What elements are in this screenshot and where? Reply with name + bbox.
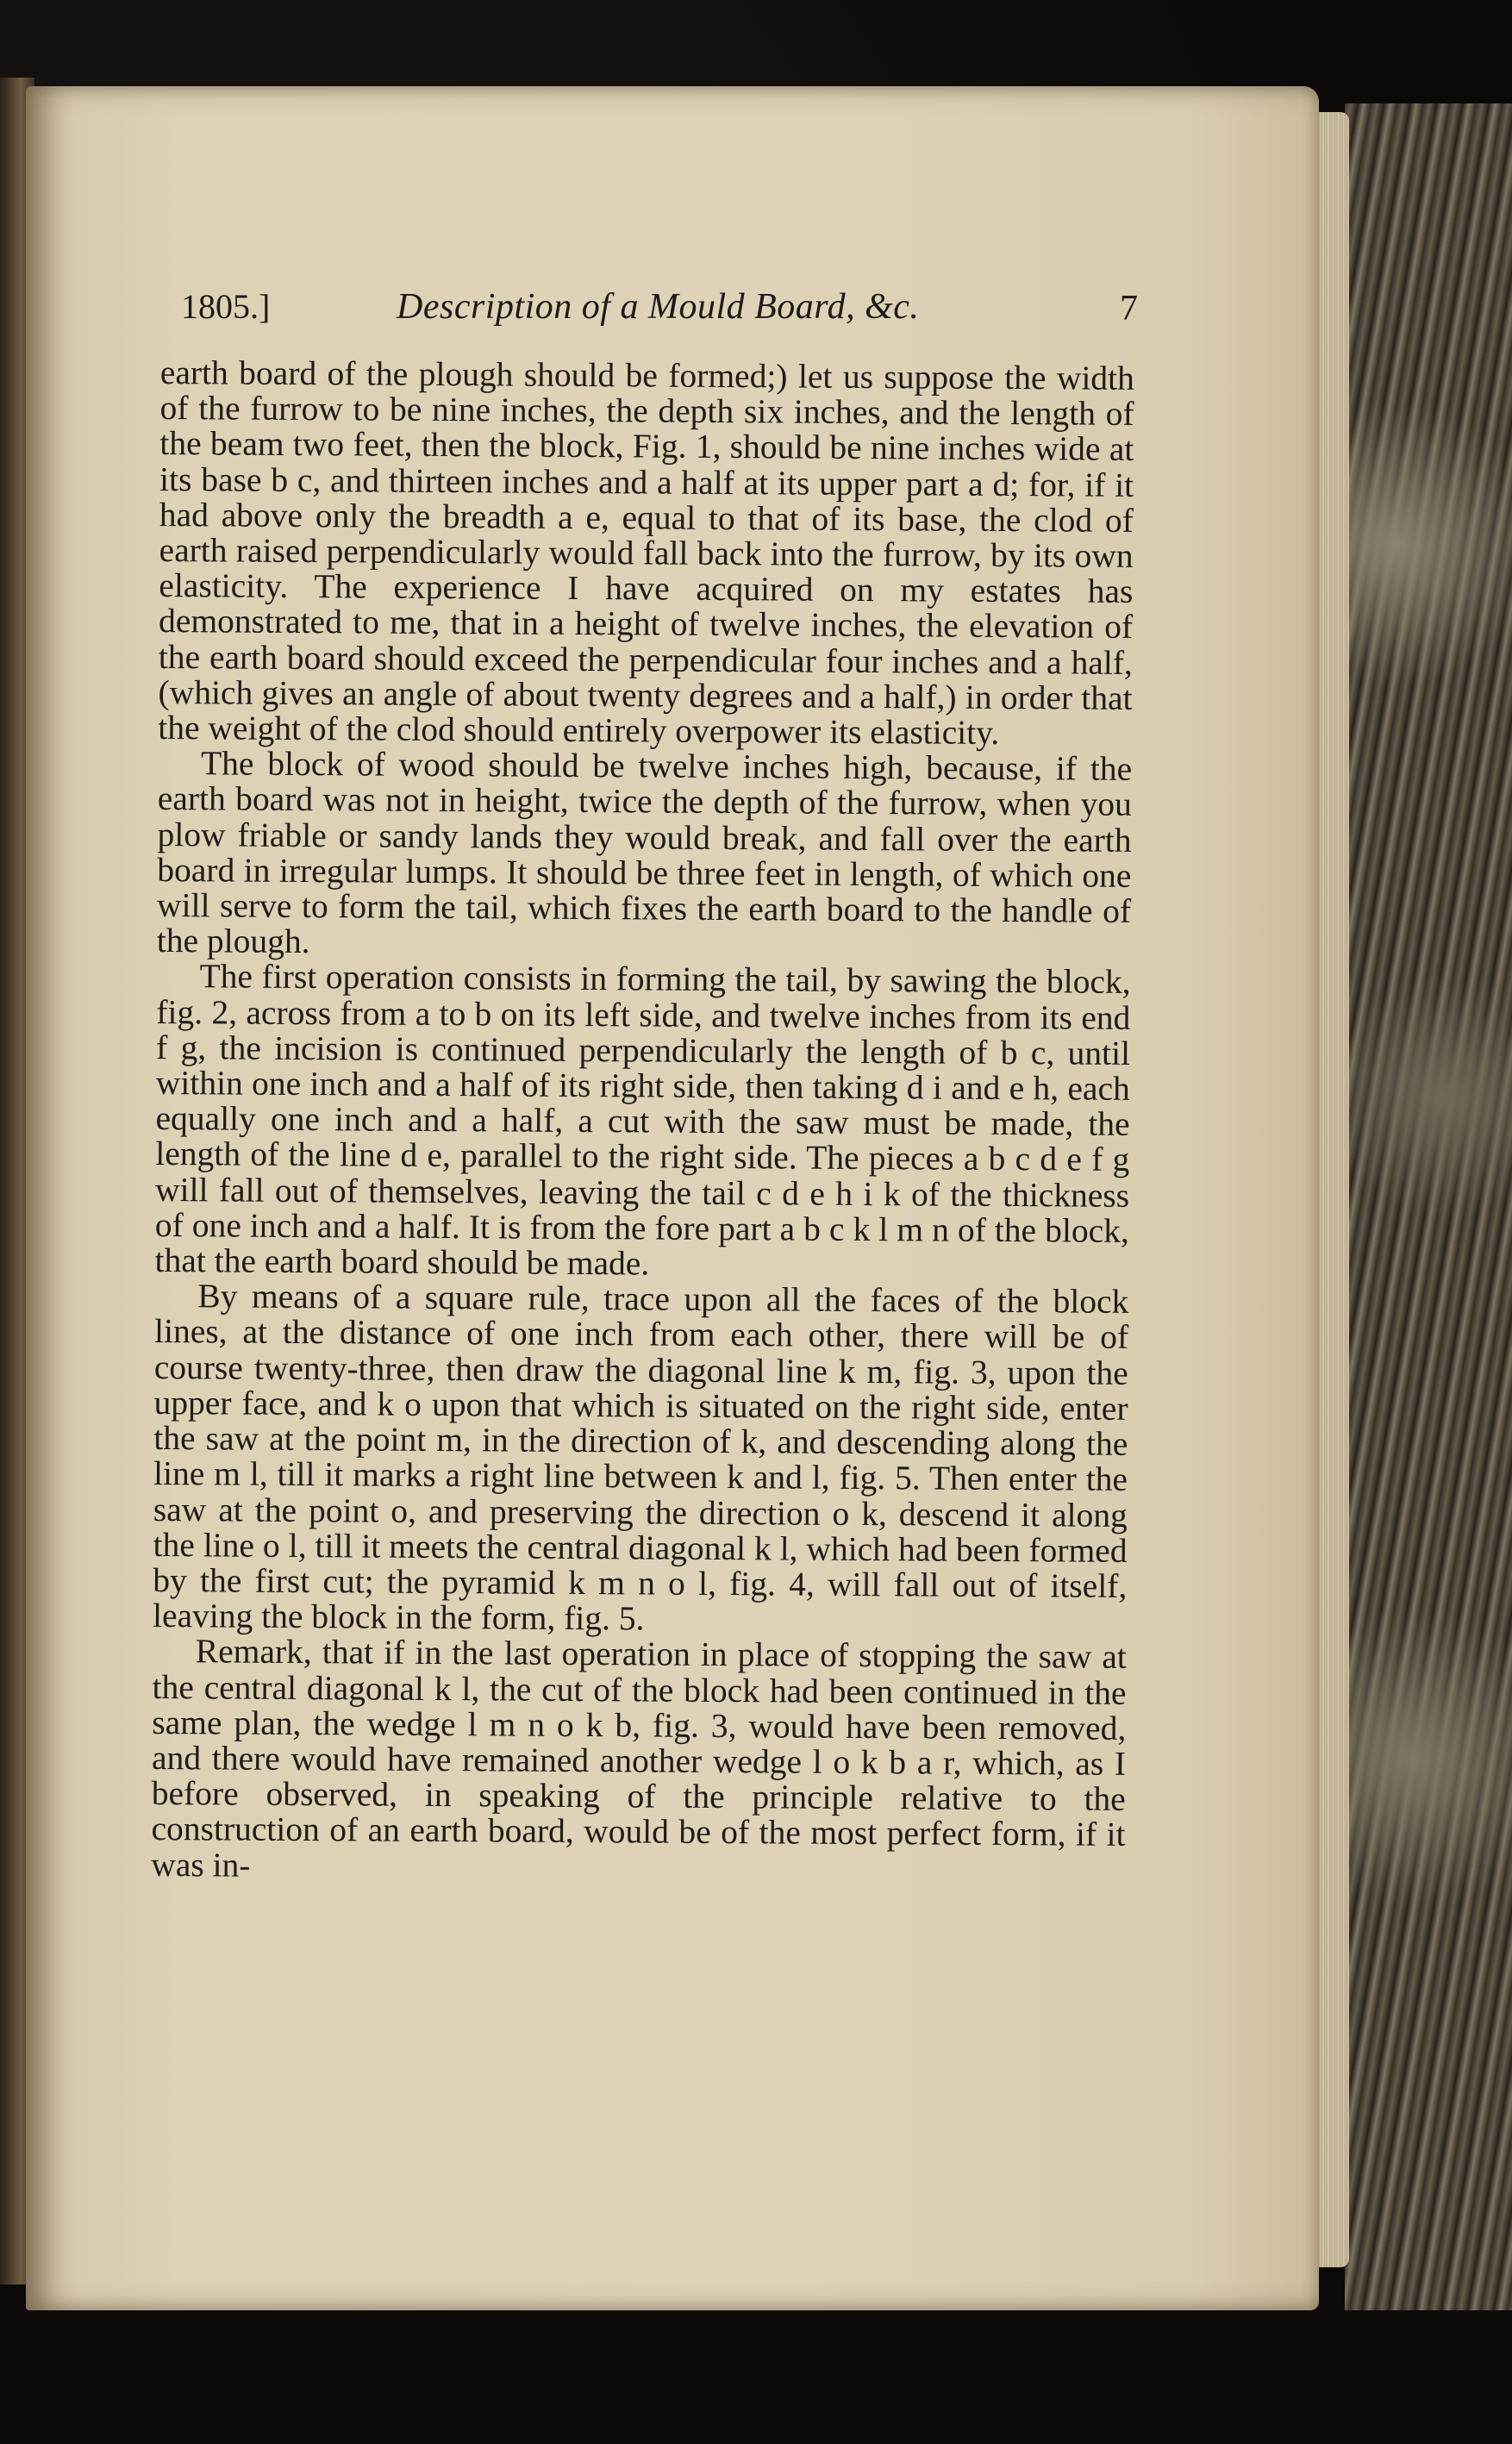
page-number: 7 — [1120, 289, 1138, 328]
paragraph-5: Remark, that if in the last operation in place of stopping the saw at the central diagonal k l, the cut of the block had been continued in the same plan, the wedge l m n o k b, fig. 3, would have been removed, and there would have remained another wedge l o k b a r, which, as I before observed, in speaking of the principle relative to the construction of an earth board, would be of the most perfect form, if it was in- — [151, 1632, 1127, 1885]
paragraph-3: The first operation consists in forming the tail, by sawing the block, fig. 2, across from a to b on its left side, and twelve inches from its end f g, the incision is continued perpendicularly the length of b c, until within one inch and a half of its right side, then taking d i and e h, each equally one inch and a half, a cut with the saw must be made, the length of the line d e, parallel to the right side. The pieces a b c d e f g will fall out of themselves, leaving the tail c d e h i k of the thickness of one inch and a half. It is from the fore part a b c k l m n of the block, that the earth board should be made. — [154, 957, 1131, 1283]
paragraph-2: The block of wood should be twelve inches high, because, if the earth board was not in height, twice the depth of the furrow, when you plow friable or sandy lands they would break, and fall over the earth board in irregular lumps. It should be three feet in length, of which one will serve to form the tail, which fixes the earth board to the handle of the plough. — [156, 744, 1133, 961]
page-edges — [1315, 112, 1349, 2267]
running-header — [181, 286, 1138, 338]
paragraph-1: earth board of the plough should be formed;) let us suppose the width of the furrow to be nine inches, the depth six inches, and the length of the beam two feet, then the block, Fig. 1, should be nine inches wide at its base b c, and thirteen inches and a half at its upper part a d; for, if it had above only the breadth a e, equal to that of its base, the clod of earth raised perpendicularly would fall back into the furrow, by its own elasticity. The experience I have acquired on my estates has demonstrated to me, that in a height of twelve inches, the elevation of the earth board should exceed the perpendicular four inches and a half, (which gives an angle of about twenty degrees and a half,) in order that the weight of the clod should entirely overpower its elasticity. — [158, 353, 1134, 752]
paragraph-4: By means of a square rule, trace upon all the faces of the block lines, at the distance of one inch from each other, there will be of course twenty-three, then draw the diagonal line k m, fig. 3, upon the upper face, and k o upon that which is situated on the right side, enter the saw at the point m, in the direction of k, and descending along the line m l, till it marks a right line between k and l, fig. 5. Then enter the saw at the point o, and preserving the direction o k, descend it along the line o l, till it meets the central diagonal k l, which had been formed by the first cut; the pyramid k m n o l, fig. 4, will fall out of itself, leaving the block in the form, fig. 5. — [152, 1277, 1129, 1638]
running-year: 1805.] — [181, 287, 271, 326]
running-title: Description of a Mould Board, &c. — [397, 287, 920, 327]
book-cover-edge — [1345, 103, 1512, 2310]
body-text — [151, 355, 1134, 1889]
